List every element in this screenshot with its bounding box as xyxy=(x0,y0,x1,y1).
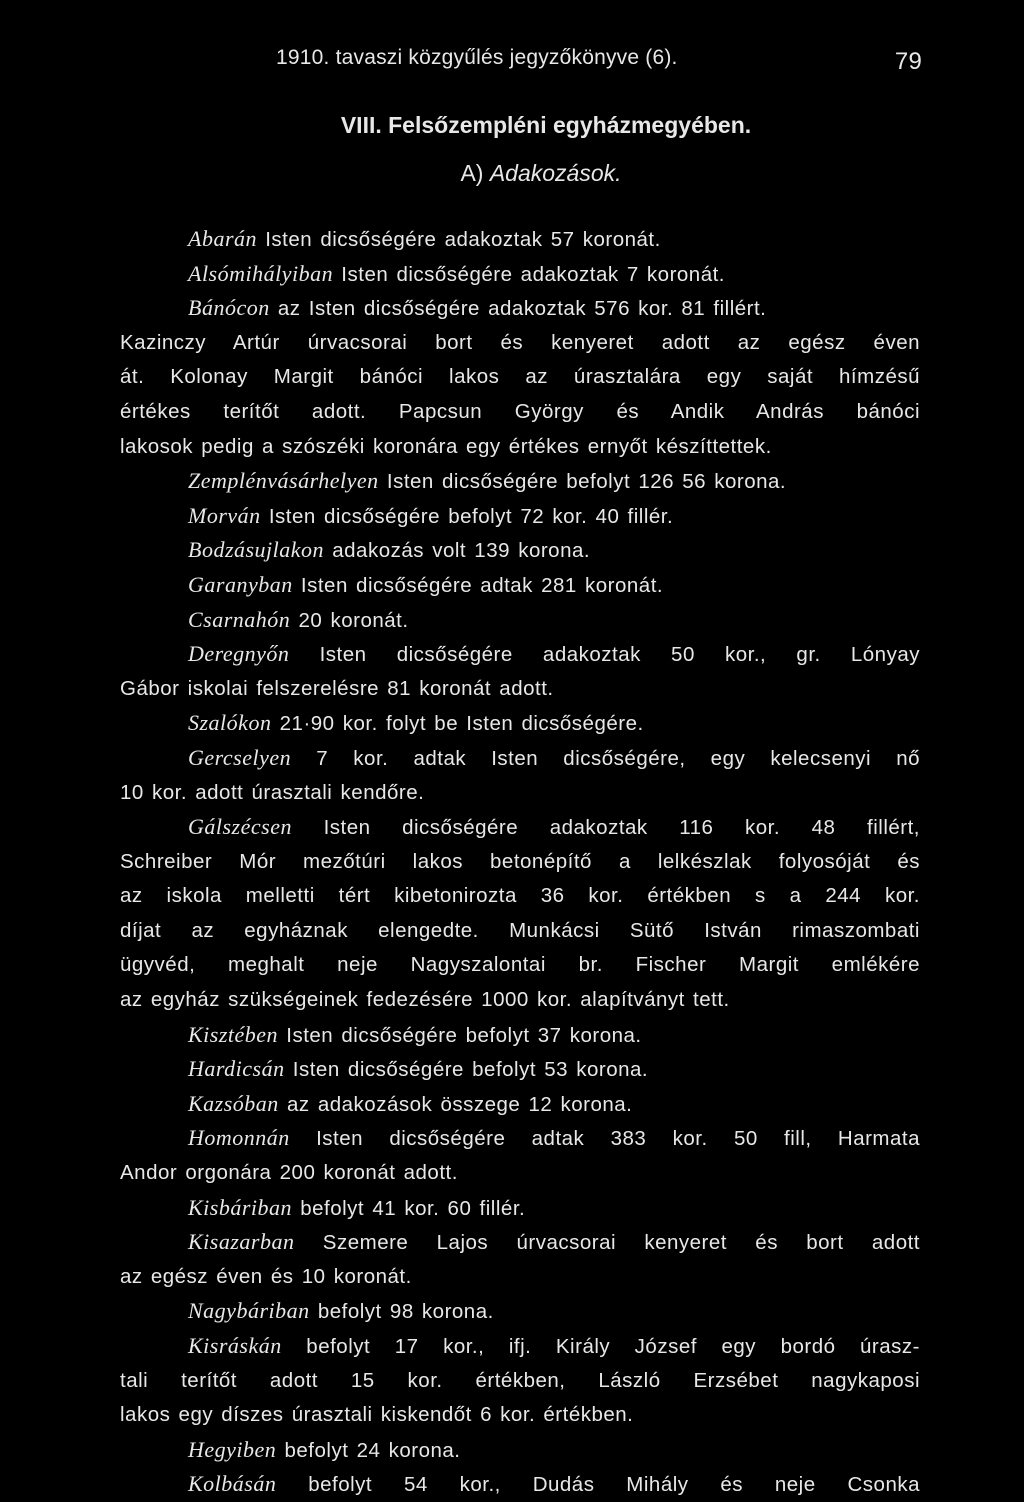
line-text: Isten dicsőségére befolyt 72 kor. 40 fillér. xyxy=(260,504,674,528)
section-heading: VIII. Felsőzempléni egyházmegyében. xyxy=(340,112,752,138)
text-line xyxy=(120,1191,920,1226)
place-name: Abarán xyxy=(188,226,257,251)
place-name: Kisazarban xyxy=(188,1229,295,1255)
text-line xyxy=(120,499,920,534)
line-text: Isten dicsőségére adakoztak 57 koronát. xyxy=(257,228,661,251)
place-name: Kisztében xyxy=(188,1021,279,1047)
place-name: Kisráskán xyxy=(188,1333,282,1358)
line-text: befolyt 98 korona. xyxy=(309,1300,494,1324)
text-line xyxy=(120,637,920,672)
line-text: Isten dicsőségére adtak 383 kor. 50 fill, Harmata xyxy=(289,1127,920,1151)
line-text: 20 koronát. xyxy=(290,608,409,632)
text-line xyxy=(120,257,920,292)
text-line xyxy=(120,776,920,811)
text-line xyxy=(120,430,920,465)
line-text: befolyt 41 kor. 60 fillér. xyxy=(292,1196,526,1220)
place-name: Garanyban xyxy=(188,571,293,597)
line-text: Kazinczy Artúr úrvacsorai bort és kenyeret adott az egész éven xyxy=(120,330,920,354)
line-text: adakozás volt 139 korona. xyxy=(324,539,591,563)
place-name: Alsómihályiban xyxy=(188,260,334,286)
line-text: az Isten dicsőségére adakoztak 576 kor. 81 fillért. xyxy=(269,297,767,321)
text-line xyxy=(120,672,920,707)
text-line xyxy=(120,568,920,603)
line-text: befolyt 54 kor., Dudás Mihály és neje Csonka xyxy=(276,1473,920,1497)
text-line xyxy=(120,810,920,845)
text-line xyxy=(120,983,920,1018)
text-line xyxy=(120,845,920,880)
page-number: 79 xyxy=(894,48,922,75)
line-text: Gábor iskolai felszerelésre 81 koronát adott. xyxy=(120,676,554,700)
text-line xyxy=(120,1225,920,1260)
place-name: Zemplénvásárhelyen xyxy=(188,468,379,494)
place-name: Homonnán xyxy=(188,1125,290,1151)
text-line xyxy=(120,1052,920,1087)
place-name: Deregnyőn xyxy=(188,641,290,667)
place-name: Kazsóban xyxy=(188,1090,279,1116)
place-name: Gercselyen xyxy=(188,744,292,770)
line-text: az adakozások összege 12 korona. xyxy=(278,1092,633,1116)
subsection-heading xyxy=(0,160,1024,187)
line-text: Isten dicsőségére adakoztak 50 kor., gr. Lónyay xyxy=(289,643,920,667)
text-line xyxy=(120,395,920,430)
line-text: Isten dicsőségére befolyt 37 korona. xyxy=(278,1023,642,1047)
text-line xyxy=(120,533,920,568)
line-text: díjat az egyháznak elengedte. Munkácsi Sütő István rimaszombati xyxy=(120,918,920,942)
line-text: 21·90 kor. folyt be Isten dicsőségére. xyxy=(271,712,644,736)
place-name: Bodzásujlakon xyxy=(188,537,325,563)
text-line xyxy=(120,1018,920,1053)
body-text xyxy=(120,222,920,1502)
text-line xyxy=(120,948,920,983)
text-line xyxy=(120,706,920,741)
text-line xyxy=(120,291,920,326)
place-name: Nagybáriban xyxy=(188,1298,310,1324)
place-name: Hardicsán xyxy=(188,1056,285,1082)
text-line xyxy=(120,914,920,949)
text-line xyxy=(120,360,920,395)
text-line xyxy=(120,464,920,499)
place-name: Szalókon xyxy=(188,710,272,736)
line-text: 10 kor. adott úrasztali kendőre. xyxy=(120,780,425,804)
text-line xyxy=(120,1467,920,1502)
line-text: értékes terítőt adott. Papcsun György és Andik András bánóci xyxy=(120,399,920,423)
text-line xyxy=(120,603,920,638)
text-line xyxy=(120,1260,920,1295)
line-text: az egyház szükségeinek fedezésére 1000 kor. alapítványt tett. xyxy=(120,988,730,1012)
line-text: Isten dicsőségére befolyt 53 korona. xyxy=(284,1058,649,1082)
subsection-title: Adakozások. xyxy=(489,160,622,186)
place-name: Bánócon xyxy=(188,295,270,321)
line-text: át. Kolonay Margit bánóci lakos az úrasztalára egy saját hímzésű xyxy=(120,365,920,389)
line-text: Isten dicsőségére adtak 281 koronát. xyxy=(292,573,664,597)
line-text: Szemere Lajos úrvacsorai kenyeret és bort adott xyxy=(294,1231,920,1255)
text-line xyxy=(120,1433,920,1468)
line-text: Isten dicsőségére adakoztak 7 koronát. xyxy=(333,262,725,286)
place-name: Csarnahón xyxy=(188,606,291,632)
line-text: tali terítőt adott 15 kor. értékben, László Erzsébet nagykaposi xyxy=(120,1368,920,1392)
text-line xyxy=(120,1364,920,1399)
place-name: Kisbáriban xyxy=(188,1194,293,1220)
line-text: befolyt 24 korona. xyxy=(276,1438,461,1462)
line-text: Schreiber Mór mezőtúri lakos betonépítő a lelkészlak folyosóját és xyxy=(120,849,920,873)
text-line xyxy=(120,1329,920,1364)
line-text: lakos egy díszes úrasztali kiskendőt 6 kor. értékben. xyxy=(120,1403,634,1427)
running-title: 1910. tavaszi közgyűlés jegyzőkönyve (6). xyxy=(276,46,678,69)
text-line xyxy=(120,326,920,361)
place-name: Kolbásán xyxy=(188,1471,277,1497)
text-line xyxy=(120,741,920,776)
subsection-label: A) xyxy=(460,160,484,186)
text-line xyxy=(120,1294,920,1329)
line-text: az iskola melletti tért kibetonirozta 36 kor. értékben s a 244 kor. xyxy=(120,884,920,908)
place-name: Morván xyxy=(188,502,261,528)
line-text: lakosok pedig a szószéki koronára egy értékes ernyőt készíttettek. xyxy=(120,434,772,458)
place-name: Hegyiben xyxy=(188,1436,277,1462)
text-line xyxy=(120,1156,920,1191)
text-line xyxy=(120,1121,920,1156)
text-line xyxy=(120,1398,920,1433)
place-name: Gálszécsen xyxy=(188,814,292,840)
line-text: ügyvéd, meghalt neje Nagyszalontai br. Fischer Margit emlékére xyxy=(120,953,920,977)
line-text: az egész éven és 10 koronát. xyxy=(120,1264,412,1288)
text-line xyxy=(120,1087,920,1122)
line-text: 7 kor. adtak Isten dicsőségére, egy kelecsenyi nő xyxy=(291,746,920,770)
text-line xyxy=(120,879,920,914)
line-text: Andor orgonára 200 koronát adott. xyxy=(120,1161,458,1185)
line-text: Isten dicsőségére adakoztak 116 kor. 48 fillért, xyxy=(291,816,920,840)
line-text: Isten dicsőségére befolyt 126 56 korona. xyxy=(378,470,787,494)
page-header xyxy=(276,40,926,76)
text-line xyxy=(120,222,920,257)
line-text: befolyt 17 kor., ifj. Király József egy bordó úrasz- xyxy=(281,1335,920,1358)
